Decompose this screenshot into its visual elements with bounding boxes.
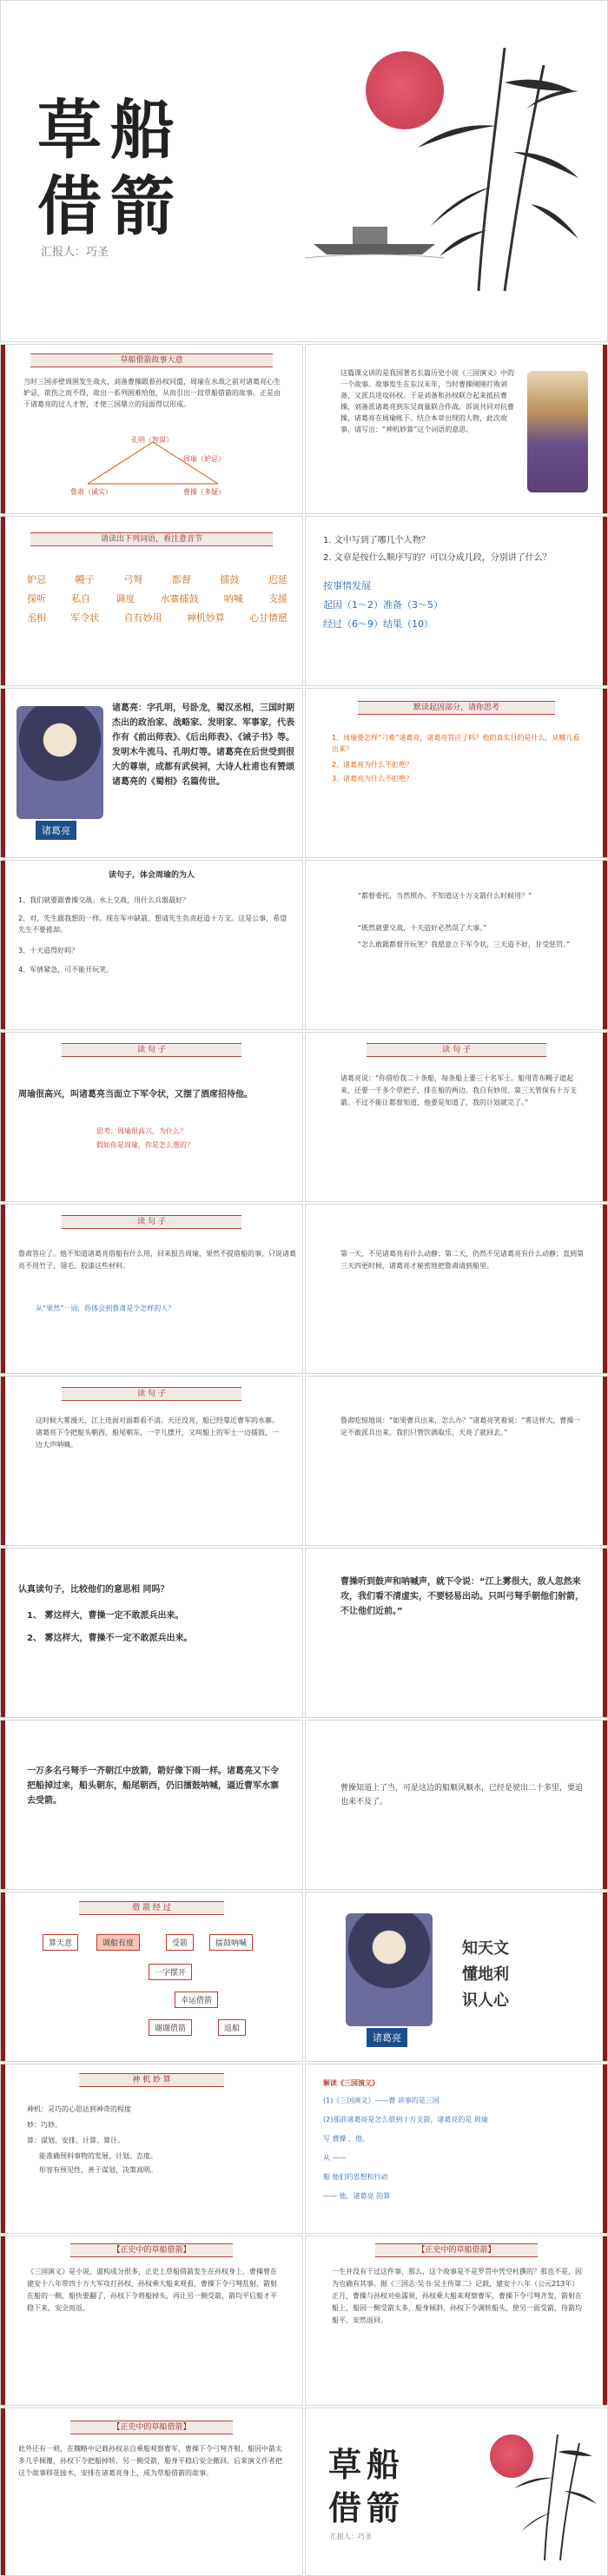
reply-3: “怎么敢跟都督开玩笑？我愿意立下军令状，三天造不好，甘受惩罚。”	[358, 941, 571, 948]
slide-header: 【正史中的草船借箭】	[375, 2243, 538, 2257]
vocab-word: 探听	[27, 593, 46, 604]
closing-slide[interactable]	[305, 2408, 608, 2576]
think-question-2: 假如你是周瑜，你是怎么想的？	[96, 1141, 194, 1149]
vocab-word: 迟延	[268, 574, 287, 585]
slide-edge-right	[603, 1033, 607, 1201]
slide-header: 默读起因部分，请你思考	[358, 701, 555, 715]
answer-line-2: 经过（6～9）结果（10）	[323, 618, 433, 630]
read-paragraph: 第一天，不见诸葛亮有什么动静；第二天，仍然不见诸葛亮有什么动静；直到第三天四更时候，诸葛亮才秘密地把鲁肃请到船里。	[340, 1250, 584, 1270]
background-paragraph: 这篇课文讲的是我国著名长篇历史小说《三国演义》中的一个故事。故事发生在东汉末年，当时曹操刚刚打败刘备，又派兵进攻孙权。于是刘备和孙权联合起来抵抗曹操，刘备派诸葛亮到东吴商量联合作战。诉说共同对抗曹操，诸葛亮在周瑜帐下。结合本章出现的人物，此次故事，请写出：“神机妙算”这个词语的意思。	[340, 369, 514, 433]
wisdom-line-2: 懂地利	[462, 1965, 509, 1984]
compare-sentence-1: 1、 雾这样大，曹操一定不敢派兵出来。	[27, 1611, 184, 1621]
slide-edge-left	[1, 1892, 5, 2061]
cover-title-line2: 借箭	[37, 169, 183, 244]
task-question-1: 1、周瑜要怎样“刁难”诸葛亮，诸葛亮答应了吗？他的真实目的是什么，从哪儿看出来？	[332, 734, 580, 753]
wisdom-slide[interactable]	[305, 1892, 608, 2062]
reading-task-slide[interactable]	[305, 688, 608, 858]
node-lusu: 鲁肃（诚实）	[70, 488, 112, 496]
interp-line-6: —— 他，诸葛亮 的算	[323, 2192, 391, 2200]
slide-edge-right	[603, 1377, 607, 1545]
slide-edge-right	[603, 1721, 607, 1889]
vocab-row-2	[27, 591, 287, 605]
story-summary-slide[interactable]	[0, 344, 303, 514]
vocab-word: 调度	[116, 593, 135, 604]
answer-heading: 按事情发展	[323, 580, 371, 591]
process-node: 擂鼓呐喊	[209, 1934, 253, 1951]
think-question-1: 思考：周瑜很高兴，为什么？	[96, 1127, 187, 1135]
slide-edge-left	[1, 1549, 5, 1717]
vocab-word: 心甘情愿	[249, 612, 287, 624]
read-paragraph: 诸葛亮说：“你借给我二十条船，每条船上要三十名军士。船用青布幔子遮起来，还要一千多个草把子，排在船的两边。我自有妙用，第三天管保有十万支箭。不过不能让都督知道，他要是知道了，我的计划就完了。”	[340, 1074, 577, 1106]
read-paragraph: 这时候大雾漫天，江上连面对面都看不清。天还没亮，船已经靠近曹军的水寨。诸葛亮下令把船头朝西，船尾朝东，一字儿摆开，又叫船上的军士一边擂鼓，一边大声呐喊。	[36, 1417, 279, 1449]
slide-edge-right	[603, 1892, 607, 2061]
idiom-slide[interactable]	[0, 2064, 303, 2234]
caocao-order-slide[interactable]	[305, 1548, 608, 1718]
sentence-3: 3、十天造得好吗？	[18, 947, 79, 954]
slide-edge-right	[603, 689, 607, 857]
closing-reporter: 汇报人：巧圣	[330, 2533, 372, 2540]
character-bio-slide[interactable]	[0, 688, 303, 858]
idiom-line-4: 能准确预料事物的发展、计划、态度。	[39, 2152, 157, 2160]
idiom-line-3: 算：谋划、安排、计算、算计。	[27, 2137, 124, 2144]
slide-header: 草船借箭故事大意	[30, 353, 273, 367]
slide-header: 【正史中的草船借箭】	[70, 2243, 233, 2257]
history-slide[interactable]	[0, 2236, 303, 2406]
vocab-word: 军令状	[70, 612, 100, 624]
borrow-boats-slide[interactable]	[305, 1032, 608, 1202]
slide-edge-left	[1, 1205, 5, 1373]
background-slide[interactable]	[305, 344, 608, 514]
interp-line-1: (1)《三国演义》——曹 讲事的是三国	[323, 2097, 439, 2104]
vocabulary-slide[interactable]	[0, 516, 303, 686]
zhuge-liang-cartoon	[346, 1913, 433, 2026]
node-caocao: 曹操（多疑）	[183, 488, 225, 496]
vocab-word: 都督	[171, 574, 191, 585]
slide-header: 读 句 子	[367, 1043, 546, 1057]
name-badge: 诸葛亮	[36, 821, 76, 840]
three-days-slide[interactable]	[305, 1204, 608, 1374]
interp-line-2: (2)那前诸葛亮是怎么借到十万支箭，诸葛亮的是 周瑜	[323, 2116, 488, 2124]
slide-edge-left	[1, 1377, 5, 1545]
zhuge-liang-cartoon	[17, 706, 103, 819]
interp-line-5: 船 他们的思想和行动	[323, 2173, 388, 2181]
slide-edge-right	[603, 1205, 607, 1373]
slide-edge-right	[603, 517, 607, 685]
slide-edge-right	[603, 2236, 607, 2405]
process-slide[interactable]	[0, 1892, 303, 2062]
military-order-slide[interactable]	[0, 1032, 303, 1202]
slide-edge-left	[1, 345, 5, 513]
vocab-row-3	[27, 611, 287, 624]
sentence-4: 4、军情紧急，可不能开玩笑。	[18, 966, 114, 974]
task-question-2: 2、诸葛亮为什么不拒绝？	[332, 761, 413, 769]
task-question-3: 3、诸葛亮为什么不拒绝？	[332, 775, 413, 783]
interp-line-3: 写 曹操 ，他。	[323, 2135, 370, 2143]
reply-2: “既然就要交战，十天造好必然误了大事。”	[358, 924, 487, 932]
vocab-word: 支援	[268, 593, 287, 604]
cover-slide[interactable]	[0, 0, 608, 342]
zhouyu-sentences-slide[interactable]	[0, 860, 303, 1030]
vocab-word: 自有妙用	[123, 612, 162, 624]
closing-title-line1: 草船	[328, 2445, 406, 2484]
wisdom-line-1: 知天文	[462, 1939, 509, 1958]
node-zhouyu: 周瑜（妒忌）	[183, 455, 225, 463]
idiom-line-5: 形容有预见性，善于谋划，决策高明。	[39, 2166, 157, 2174]
history-paragraph: 一生并没有干过这件事，那么，这个故事是不是罗贯中凭空杜撰的？那也不是，因为也确有其事。据《三国志·吴书·吴主传第二》记载，建安十八年（公元213年）正月，曹操与孙权对垒濡须，孙权乘大船来观察曹军，曹操下令弓弩齐发，箭射在船上，船因一侧受箭太多，船身倾斜，孙权下令调转船头，使另一面受箭，待箭均船平，安然返回。	[332, 2268, 582, 2324]
read-paragraph: 一万多名弓弩手一齐朝江中放箭，箭好像下雨一样。诸葛亮又下令把船掉过来，船头朝东，船尾朝西，仍旧擂鼓呐喊，逼近曹军水寨去受箭。	[27, 1767, 279, 1806]
idiom-line-2: 妙：巧妙。	[27, 2121, 62, 2129]
vocab-word: 丞相	[27, 612, 46, 624]
arrow-rain-slide[interactable]	[0, 1720, 303, 1890]
closing-title-line2: 借箭	[328, 2488, 406, 2527]
history-paragraph: 此外还有一则，在魏略中记载孙权亲自乘船观察曹军，曹操下令弓弩齐射，船因中箭太多几乎倾覆，孙权下令把船掉转，另一侧受箭，船身平稳后安全撤回。后来演义作者把这个故事移花接木，安排在诸葛亮身上，成为草船借箭的故事。	[18, 2445, 282, 2477]
compare-sentences-slide[interactable]	[0, 1548, 303, 1718]
idiom-line-1: 神机：灵巧的心思达到神奇的程度	[27, 2105, 131, 2113]
zhuge-liang-portrait	[527, 371, 588, 492]
sentence-2: 2、对，先生跟我想的一样。现在军中缺箭，想请先生负责赶造十万支。这是公事，希望先生不要推却。	[18, 915, 287, 934]
zhuge-replies-slide[interactable]	[305, 860, 608, 1030]
boat-ink-icon	[305, 209, 444, 261]
vocab-word: 幔子	[75, 574, 95, 585]
slide-edge-left	[1, 2064, 5, 2233]
sentence-1: 1、我们就要跟曹操交战。水上交战，用什么兵器最好？	[18, 896, 190, 904]
vocab-word: 神机妙算	[186, 612, 225, 624]
slide-edge-left	[1, 2236, 5, 2405]
vocab-word: 擂鼓	[220, 574, 240, 585]
ask-question: 从“果然”一词，你体会到鲁肃是个怎样的人？	[36, 1305, 175, 1312]
compare-question: 认真读句子，比较他们的意思相 同吗？	[18, 1585, 169, 1595]
process-node: 算天意	[43, 1934, 78, 1951]
slide-edge-right	[603, 861, 607, 1029]
vocab-word: 水寨擂鼓	[160, 593, 199, 604]
slide-header: 读 句 子	[62, 1387, 241, 1401]
slide-edge-left	[1, 861, 5, 1029]
interpretation-slide[interactable]	[305, 2064, 608, 2234]
slide-edge-right	[603, 1549, 607, 1717]
name-badge: 诸葛亮	[367, 2028, 407, 2047]
read-paragraph: 鲁肃吃惊地说：“如果曹兵出来，怎么办？”诸葛亮笑着说：“雾这样大，曹操一定不敢派兵出来。我们只管饮酒取乐，天亮了就回去。”	[340, 1417, 581, 1437]
interp-line-4: 从 ——	[323, 2154, 347, 2162]
answer-line-1: 起因（1～2）准备（3～5）	[323, 599, 443, 611]
process-node: 幸运借箭	[175, 1991, 218, 2008]
slide-header: 读句子，体会周瑜的为人	[108, 871, 195, 880]
slide-edge-left	[1, 1033, 5, 1201]
process-node: 调船有度	[96, 1934, 140, 1951]
summary-paragraph: 当时三国赤壁周围发生战火，刘备曹操跟着孙权同盟，周瑜在水战之前对诸葛亮心生妒忌，欲伤之而不得，故出一系列困难给他，从而引出一段草船借箭的故事。正是由于诸葛亮的过人才智，才使三国鼎立的局面得以形成。	[23, 378, 281, 408]
fog-scene-slide[interactable]	[0, 1376, 303, 1546]
read-paragraph: 曹操知道上了当，可是这边的船顺风顺水，已经是驶出二十多里，要追也来不及了。	[340, 1784, 584, 1807]
question-1: 1. 文中写到了哪几个人物？	[323, 536, 430, 545]
compare-sentence-2: 2、 雾这样大，曹操不一定不敢派兵出来。	[27, 1634, 193, 1643]
lusu-slide[interactable]	[0, 1204, 303, 1374]
slide-edge-right	[603, 345, 607, 513]
caocao-fooled-slide[interactable]	[305, 1720, 608, 1890]
slide-edge-left	[1, 689, 5, 857]
interp-header: 解读《三国演义》	[323, 2079, 379, 2087]
vocab-word: 妒忌	[27, 574, 46, 585]
read-sentence: 周瑜很高兴，叫诸葛亮当面立下军令状，又摆了酒席招待他。	[18, 1090, 253, 1100]
read-paragraph: 鲁肃答应了。他不知道诸葛亮借船有什么用，回来报告周瑜，果然不提借船的事，只说诸葛亮不用竹子、翎毛、胶漆这些材料。	[18, 1250, 296, 1270]
process-node: 受箭	[166, 1934, 194, 1951]
history-end-slide[interactable]	[0, 2408, 303, 2576]
vocab-row-1	[27, 572, 287, 586]
slide-header: 借 箭 经 过	[79, 1901, 224, 1915]
slide-edge-left	[1, 517, 5, 685]
vocab-word: 呐喊	[223, 593, 243, 604]
process-node: 返船	[218, 2019, 246, 2036]
slide-header: 读 句 子	[62, 1043, 241, 1057]
vocab-word: 弓弩	[123, 574, 143, 585]
vocab-word: 私自	[71, 593, 91, 604]
process-node: 谢谢借箭	[149, 2019, 192, 2036]
ink-bamboo-icon	[492, 2426, 601, 2565]
question-2: 2. 文章是按什么顺序写的？可以分成几段，分别讲了什么？	[323, 553, 552, 563]
slide-header: 读 句 子	[62, 1215, 241, 1229]
questions-slide[interactable]	[305, 516, 608, 686]
history-detail-slide[interactable]	[305, 2236, 608, 2406]
slide-header: 请读出下列词语，看注意音节	[30, 532, 273, 546]
slide-header: 【正史中的草船借箭】	[70, 2421, 233, 2434]
cover-title-line1: 草船	[37, 93, 183, 168]
reply-1: “都督委托，当然照办。不知道这十万支箭什么时候用？”	[358, 892, 532, 900]
wisdom-line-3: 识人心	[462, 1991, 509, 2010]
lusu-worried-slide[interactable]	[305, 1376, 608, 1546]
cover-reporter: 汇报人：巧圣	[41, 246, 109, 259]
slide-edge-left	[1, 1721, 5, 1889]
slide-header: 神 机 妙 算	[79, 2073, 224, 2087]
read-paragraph: 曹操听到鼓声和呐喊声，就下令说：“江上雾很大，敌人忽然来攻，我们看不清虚实，不要轻易出动。只叫弓弩手朝他们射箭，不让他们近前。”	[340, 1577, 584, 1616]
slide-edge-left	[1, 2408, 5, 2575]
slide-edge-right	[603, 2064, 607, 2233]
bio-paragraph: 诸葛亮：字孔明，号卧龙，蜀汉丞相，三国时期杰出的政治家、战略家、发明家、军事家，代表作有《前出师表》、《后出师表》、《诫子书》等。发明木牛流马、孔明灯等。诸葛亮在后世受到很大的尊崇，成都有武侯祠，大诗人杜甫也有赞颂诸葛亮的《蜀相》名篇传世。	[112, 703, 294, 787]
history-paragraph: 《三国演义》是小说，虚构成分很多，正史上草船借箭发生在孙权身上，曹操曾在建安十八年带四十万大军攻打孙权，孙权乘大船来观看，曹操下令弓弩乱射，箭射在船的一侧，船快要翻了，孙权下令将船掉头，再让另一侧受箭，箭均平后船才平稳下来，安全而返。	[27, 2268, 277, 2312]
process-node: 一字摆开	[149, 1964, 192, 1980]
node-kongming: 孔明（智谋）	[131, 436, 173, 444]
